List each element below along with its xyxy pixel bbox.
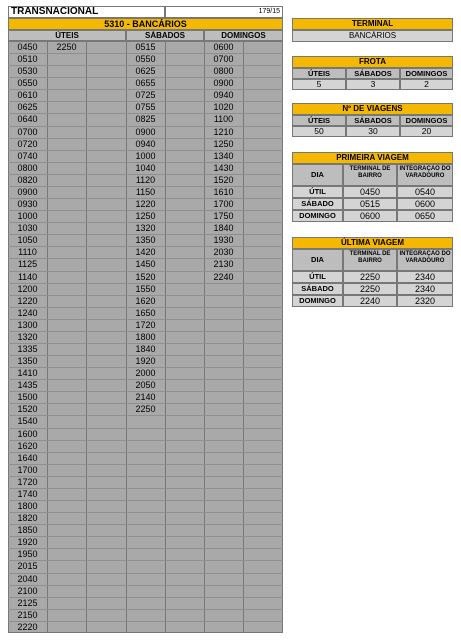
schedule-divider-dom-2: [243, 41, 244, 633]
domingos-time: 2130: [213, 259, 234, 270]
uteis-time: 0510: [17, 54, 38, 65]
viagens-title-text: Nº DE VIAGENS: [342, 104, 403, 113]
uteis-time: 1720: [17, 476, 38, 487]
row-divider: [8, 464, 283, 465]
uteis-time: 1320: [17, 331, 38, 342]
frota-header: SÁBADOS: [346, 68, 400, 79]
document-code: [165, 6, 283, 18]
domingos-time: 1100: [213, 114, 234, 125]
sabados-time: 1420: [135, 247, 156, 258]
domingos-time: 0600: [213, 42, 234, 52]
ultima-cell: 2340: [397, 283, 453, 295]
uteis-time: 1410: [17, 368, 38, 379]
uteis-time: 0930: [17, 199, 38, 210]
uteis-time: 1520: [17, 404, 38, 415]
sabados-time: 1550: [135, 283, 156, 294]
uteis-time: 0450: [17, 42, 38, 52]
uteis-time: 0610: [17, 90, 38, 101]
viagens-title: [292, 103, 453, 115]
viagens-value: 50: [292, 126, 346, 137]
ultima-cell: 2250: [343, 283, 397, 295]
sabados-time: 1350: [135, 235, 156, 246]
viagens-header: SÁBADOS: [346, 115, 400, 126]
uteis-time: 1335: [17, 344, 38, 354]
sabados-time: 0940: [135, 138, 156, 149]
primeira-cell: 0540: [397, 186, 453, 198]
uteis-time: 1700: [17, 464, 38, 475]
row-divider: [8, 524, 283, 525]
uteis-time: 1540: [17, 416, 38, 427]
frota-header: ÚTEIS: [292, 68, 346, 79]
uteis-time: 0640: [17, 114, 38, 125]
sabados-time: 1620: [135, 295, 156, 306]
primeira-cell: 0515: [343, 198, 397, 210]
primeira-cell: ÚTIL: [292, 186, 343, 198]
uteis-time: 2040: [17, 573, 38, 584]
primeira-cell: 0450: [343, 186, 397, 198]
domingos-time: 2030: [213, 247, 234, 258]
uteis-time: 2125: [17, 597, 38, 608]
ultima-cell: ÚTIL: [292, 271, 343, 283]
column-header-uteis: [8, 30, 126, 41]
uteis-time: 1300: [17, 319, 38, 330]
frota-title: [292, 56, 453, 68]
sabados-time: 1040: [135, 162, 156, 173]
uteis-time: 2015: [17, 561, 38, 572]
domingos-time: 2240: [213, 271, 234, 282]
domingos-time: 0900: [213, 78, 234, 89]
sabados-time: 0550: [135, 54, 156, 65]
sabados-time: 1450: [135, 259, 156, 270]
frota-value: 2: [400, 79, 453, 90]
sabados-time: 1720: [135, 319, 156, 330]
col-uteis-text: ÚTEIS: [55, 31, 79, 40]
line-name-text: 5310 - BANCÁRIOS: [104, 19, 187, 29]
sabados-time: 1520: [135, 271, 156, 282]
uteis-time: 1030: [17, 223, 38, 234]
column-header-domingos: [204, 30, 283, 41]
uteis-time: 0800: [17, 162, 38, 173]
schedule-divider-uteis: [47, 41, 48, 633]
sabados-time: 2000: [135, 368, 156, 379]
sabados-time: 0825: [135, 114, 156, 125]
primeira-cell: DOMINGO: [292, 210, 343, 222]
primeira-header: TERMINAL DE BAIRRO: [343, 164, 397, 186]
ultima-cell: SÁBADO: [292, 283, 343, 295]
sabados-time: 1150: [135, 186, 156, 197]
viagens-value: 20: [400, 126, 453, 137]
domingos-time: 1020: [213, 102, 234, 113]
uteis-time: 0625: [17, 102, 38, 113]
domingos-time: 1210: [213, 126, 234, 137]
primeira-header: DIA: [292, 164, 343, 186]
document-title: [8, 6, 165, 18]
domingos-time: 1930: [213, 235, 234, 246]
row-divider: [8, 500, 283, 501]
uteis-time: 1110: [18, 247, 37, 258]
uteis-time: 1500: [17, 392, 38, 403]
terminal-title: [292, 18, 453, 30]
primeira-cell: 0600: [343, 210, 397, 222]
uteis-time: 0740: [17, 150, 38, 161]
uteis-time: 1350: [17, 356, 38, 367]
uteis-time: 0550: [17, 78, 38, 89]
col-sabados-text: SÁBADOS: [144, 31, 185, 40]
uteis-time: 1220: [17, 295, 38, 306]
uteis-time: 1800: [17, 501, 38, 512]
uteis-time: 2100: [17, 585, 38, 596]
row-divider: [8, 428, 283, 429]
sabados-time: 1250: [135, 211, 156, 222]
primeira-cell: 0650: [397, 210, 453, 222]
row-divider: [8, 585, 283, 586]
uteis-time: 0530: [17, 66, 38, 77]
sabados-time: 0725: [135, 90, 156, 101]
uteis-time: 1200: [17, 283, 38, 294]
uteis-time: 1435: [17, 380, 38, 391]
domingos-time: 0940: [213, 90, 234, 101]
uteis-time: 2150: [17, 609, 38, 620]
uteis-time: 1640: [17, 452, 38, 463]
line-name-banner: [8, 18, 283, 30]
domingos-time: 1340: [213, 150, 234, 161]
row-divider: [8, 476, 283, 477]
uteis-time: 1125: [17, 259, 38, 270]
viagens-value: 30: [346, 126, 400, 137]
sabados-time: 0900: [135, 126, 156, 137]
primeira-cell: 0600: [397, 198, 453, 210]
row-divider: [8, 548, 283, 549]
uteis-time: 1240: [17, 307, 38, 318]
uteis-time: 1920: [17, 537, 38, 548]
sabados-time: 1840: [135, 344, 156, 354]
ultima-header: INTEGRAÇÃO DO VARADOURO: [397, 249, 453, 271]
row-divider: [8, 536, 283, 537]
title-text: TRANSNACIONAL: [11, 6, 99, 17]
uteis-time: 1140: [17, 271, 38, 282]
uteis-time: 0720: [17, 138, 38, 149]
row-divider: [8, 573, 283, 574]
ultima-cell: 2240: [343, 295, 397, 307]
domingos-time: 1520: [213, 174, 234, 185]
sabados-time: 2050: [135, 380, 156, 391]
uteis-time: 0820: [17, 174, 38, 185]
sabados-time: 1320: [135, 223, 156, 234]
row-divider: [8, 512, 283, 513]
sabados-time: 0755: [135, 102, 156, 113]
ultima-header: DIA: [292, 249, 343, 271]
code-text: 179/15: [258, 8, 280, 15]
sabados-time: 0655: [135, 78, 156, 89]
uteis-time: 1820: [17, 513, 38, 524]
uteis-time: 0900: [17, 186, 38, 197]
sabados-time: 1920: [135, 356, 156, 367]
sabados-time: 2250: [135, 404, 156, 415]
row-divider: [8, 440, 283, 441]
sabados-time: 1000: [135, 150, 156, 161]
viagens-header: DOMINGOS: [400, 115, 453, 126]
ultima-header: TERMINAL DE BAIRRO: [343, 249, 397, 271]
frota-title-text: FROTA: [359, 57, 386, 66]
ultima-cell: 2320: [397, 295, 453, 307]
uteis-time: 0700: [17, 126, 38, 137]
primeira-title: [292, 152, 453, 164]
uteis-time: 2220: [17, 621, 38, 632]
primeira-cell: SÁBADO: [292, 198, 343, 210]
frota-value: 5: [292, 79, 346, 90]
domingos-time: 1250: [213, 138, 234, 149]
frota-header: DOMINGOS: [400, 68, 453, 79]
domingos-time: 1750: [213, 211, 234, 222]
terminal-value-text: BANCÁRIOS: [348, 31, 397, 40]
sabados-time: 0515: [135, 42, 156, 52]
row-divider: [8, 452, 283, 453]
terminal-value: [292, 30, 453, 42]
sabados-time: 0625: [135, 66, 156, 77]
domingos-time: 0700: [213, 54, 234, 65]
primeira-title-text: PRIMEIRA VIAGEM: [336, 153, 409, 162]
primeira-header: INTEGRAÇÃO DO VARADOURO: [397, 164, 453, 186]
uteis-time-extra: 2250: [56, 42, 77, 52]
row-divider: [8, 597, 283, 598]
col-domingos-text: DOMINGOS: [221, 31, 266, 40]
uteis-time: 1740: [17, 488, 38, 499]
domingos-time: 1840: [213, 223, 234, 234]
viagens-header: ÚTEIS: [292, 115, 346, 126]
sabados-time: 1800: [135, 331, 156, 342]
sabados-time: 2140: [135, 392, 156, 403]
uteis-time: 1050: [17, 235, 38, 246]
uteis-time: 1000: [17, 211, 38, 222]
uteis-time: 1850: [17, 525, 38, 536]
frota-value: 3: [346, 79, 400, 90]
domingos-time: 1700: [213, 199, 234, 210]
terminal-title-text: TERMINAL: [351, 19, 394, 28]
row-divider: [8, 609, 283, 610]
ultima-title-text: ÚLTIMA VIAGEM: [340, 238, 405, 247]
row-divider: [8, 560, 283, 561]
uteis-time: 1620: [17, 440, 38, 451]
ultima-title: [292, 237, 453, 249]
column-header-sabados: [126, 30, 204, 41]
uteis-time: 1600: [17, 428, 38, 439]
schedule-divider-sab-2: [165, 41, 166, 633]
sabados-time: 1220: [135, 199, 156, 210]
sabados-time: 1650: [135, 307, 156, 318]
row-divider: [8, 488, 283, 489]
ultima-cell: 2250: [343, 271, 397, 283]
ultima-cell: DOMINGO: [292, 295, 343, 307]
row-divider: [8, 415, 283, 416]
schedule-divider-uteis-2: [86, 41, 87, 633]
domingos-time: 1610: [213, 186, 234, 197]
domingos-time: 1430: [213, 162, 234, 173]
row-divider: [8, 621, 283, 622]
domingos-time: 0800: [213, 66, 234, 77]
sabados-time: 1120: [135, 174, 156, 185]
uteis-time: 1950: [17, 549, 38, 560]
ultima-cell: 2340: [397, 271, 453, 283]
